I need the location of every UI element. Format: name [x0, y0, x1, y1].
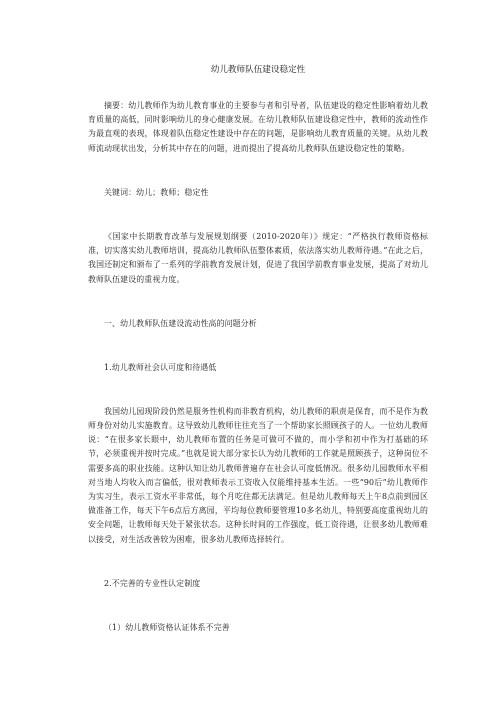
intro-paragraph: 《国家中长期教育改革与发展规划纲要（2010-2020年）》规定：“严格执行教师资格标准，切实落实幼儿教师培训，提高幼儿教师队伍整体素质，依法落实幼儿教师待遇。”在此之后，我国还制定和颁布了一系列的学前教育发展计划，促进了我国学前教育事业发展，提高了对幼儿教师队伍建设的重视力度。	[88, 232, 428, 284]
section-heading-1: 一、幼儿教师队伍建设流动性高的问题分析	[104, 318, 257, 328]
keywords-line: 关键词：幼儿；教师；稳定性	[104, 187, 209, 197]
subsection-heading-1: 1.幼儿教师社会认可度和待遇低	[104, 362, 217, 372]
subsection-body-1: 我国幼儿园现阶段仍然是服务性机构而非教育机构，幼儿教师的职责是保育，而不是作为教师身份对幼儿实施教育。这导致幼儿教师往往充当了一个帮助家长照顾孩子的人。一位幼儿教师说：“在很多家长眼中，幼儿教师布置的任务是可做可不做的，而小学和初中作为打基础的环节，必须重视并按时完成。”也就是说大部分家长认为幼儿教师的工作就是照顾孩子，这种岗位不需要多高的职业技能。这种认知让幼儿教师普遍存在社会认可度低情况。很多幼儿园教师水平相对当地人均收入而言偏低，很对教师表示工资收入仅能维持基本生活。一些“90后”幼儿教师作为实习生，表示工资水平非常低，每个月吃住都无法满足。但是幼儿教师每天上午8点前到园区做准备工作，每天下午6点后方离园，平均每位教师要管理10多名幼儿，特别要高度重视幼儿的安全问题，让教师每天处于紧张状态。这种长时间的工作强度，低工资待遇，让很多幼儿教师难以接受，对生活改善较为困难，很多幼儿教师选择转行。	[88, 406, 428, 544]
list-item-heading: （1）幼儿教师资格认证体系不完善	[104, 622, 230, 632]
abstract-paragraph: 摘要：幼儿教师作为幼儿教育事业的主要参与者和引导者，队伍建设的稳定性影响着幼儿教育质量的高低，同时影响幼儿的身心健康发展。在幼儿教师队伍建设稳定性中，教师的流动性作为最直观的表现，体现着队伍稳定性建设中存在的问题，是影响幼儿教育质量的关键。从幼儿教师流动现状出发，分析其中存在的问题，进而提出了提高幼儿教师队伍建设稳定性的策略。	[88, 101, 428, 153]
document-title: 幼儿教师队伍建设稳定性	[210, 65, 306, 75]
subsection-heading-2: 2.不完善的专业性认定制度	[104, 578, 201, 588]
